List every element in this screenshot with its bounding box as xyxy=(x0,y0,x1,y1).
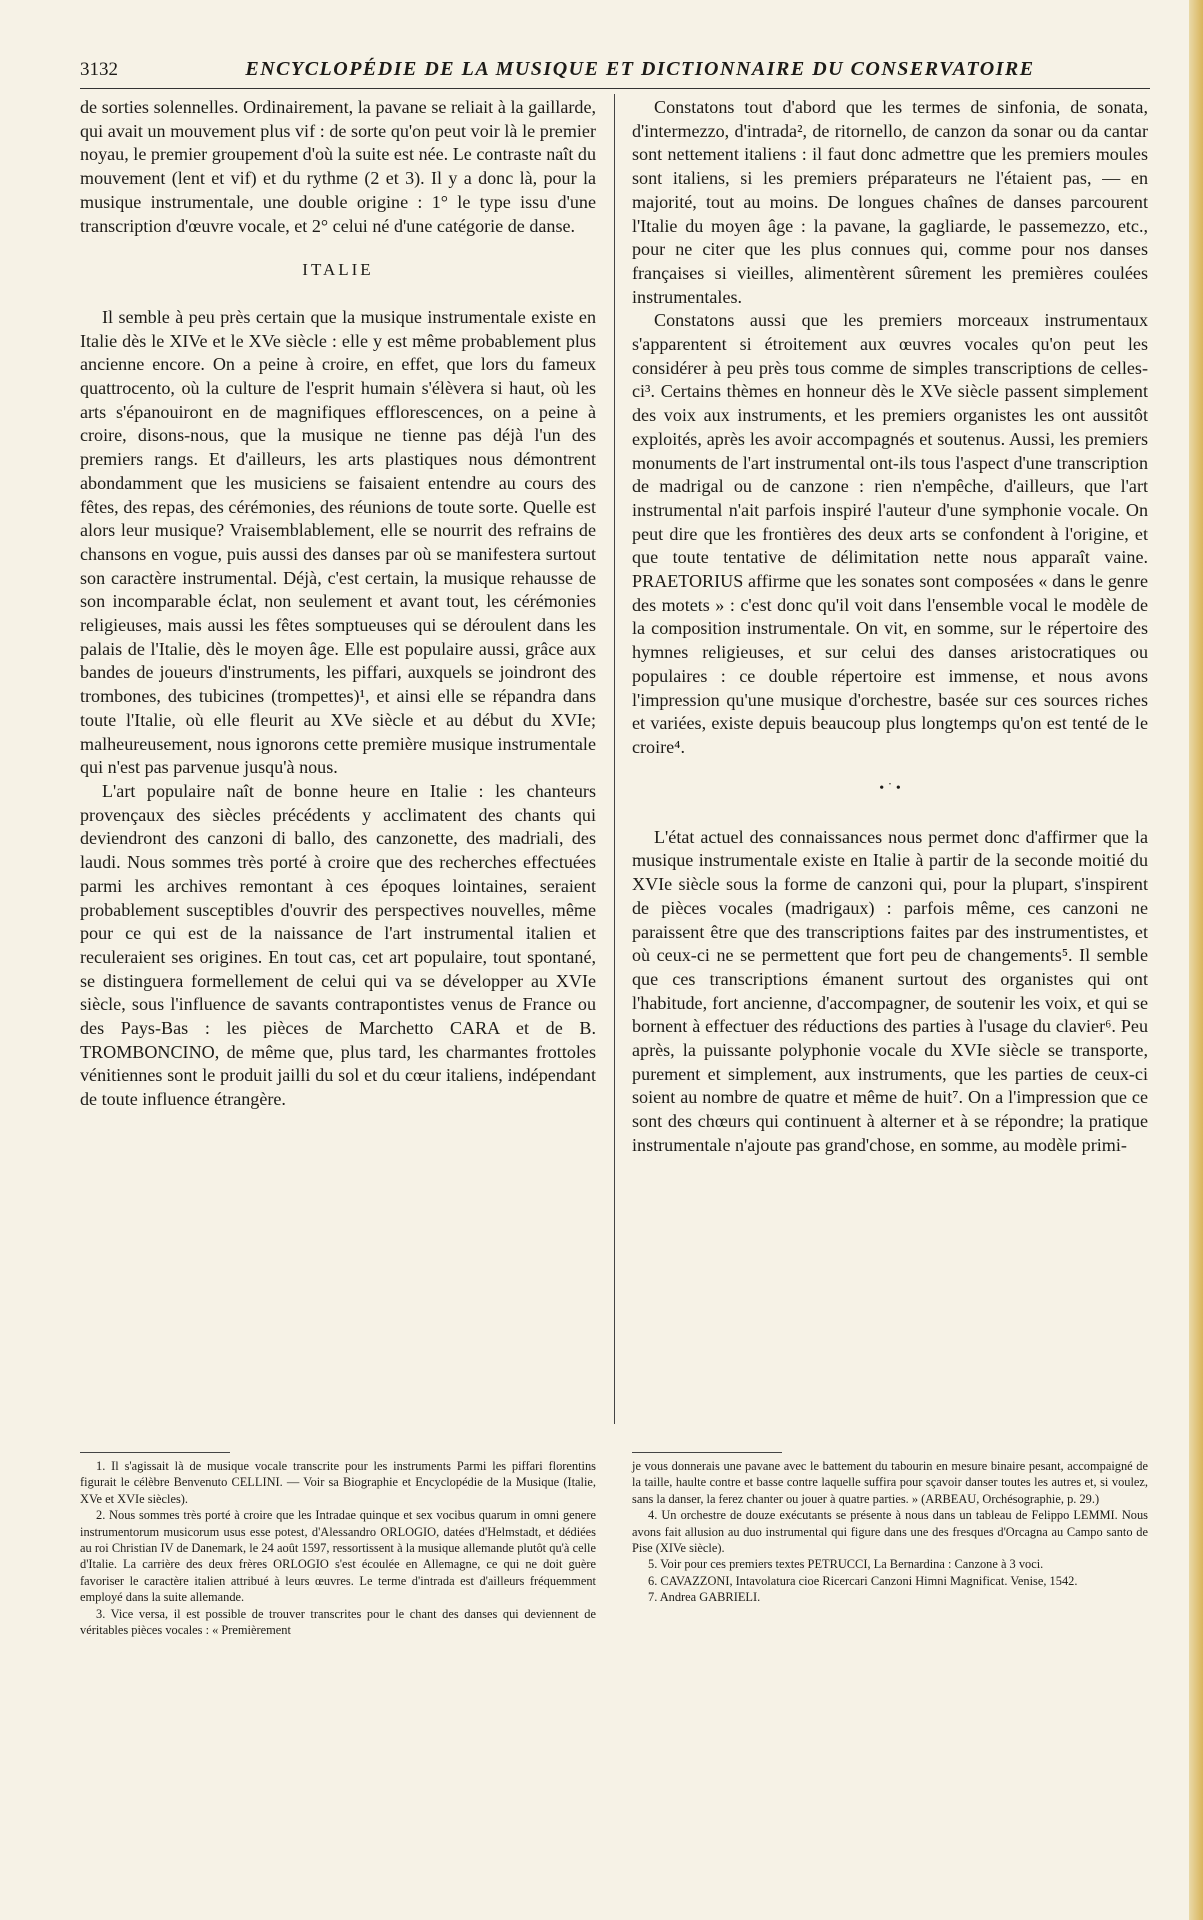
footnotes-left xyxy=(80,1458,596,1638)
left-column xyxy=(80,96,596,1112)
footnotes-right xyxy=(632,1458,1148,1606)
column-divider xyxy=(614,94,615,1424)
paragraph: L'art populaire naît de bonne heure en Italie : les chanteurs provençaux des siècles précédents y acclimatent des chants qui deviendront des canzoni di ballo, des canzonette, des madriali, des laudi. Nous sommes très porté à croire que des recherches effectuées parmi les archives remontant à ces époques lointaines, seraient probablement susceptibles d'ouvrir des perspectives nouvelles, même pour ce qui est de la naissance de l'art instrumental italien et reculeraient ses origines. En tout cas, cet art populaire, tout spontané, se distinguera formellement de celui qui va se développer au XVIe siècle, sous l'influence de savants contrapontistes venus de France ou des Pays-Bas : les pièces de Marchetto CARA et de B. TROMBONCINO, de même que, plus tard, les charmantes frottoles vénitiennes sont le produit jailli du sol et du cœur italiens, indépendant de toute influence étrangère. xyxy=(80,780,596,1110)
section-ornament: • ˙ • xyxy=(879,780,901,796)
page-number: 3132 xyxy=(80,59,118,80)
paragraph: Constatons tout d'abord que les termes de sinfonia, de sonata, d'intermezzo, d'intrada², de ritornello, de canzon da sonar ou da cantar sont nettement italiens : il faut donc admettre que les premiers moules sont italiens, si les premiers préparateurs ne l'étaient pas, — en majorité, tout au moins. De longues chaînes de danses parcourent l'Italie du moyen âge : la pavane, la gagliarde, le passemezzo, etc., pour ne citer que les plus connues qui, comme pour nos danses françaises si vieilles, alimentèrent sûrement les premières coulées instrumentales. xyxy=(632,97,1148,307)
footnote: 6. CAVAZZONI, Intavolatura cioe Ricercari Canzoni Himni Magnificat. Venise, 1542. xyxy=(648,1573,1078,1588)
footnote-rule xyxy=(632,1452,782,1453)
right-column xyxy=(632,96,1148,1158)
paragraph: Constatons aussi que les premiers morceaux instrumentaux s'apparentent si étroitement aux œuvres vocales qu'on peut les considérer à peu près tous comme de simples transcriptions de celles-ci³. Certains thèmes en honneur dès le XVe siècle passent simplement des voix aux instruments, et les premiers organistes les ont aussitôt exploités, après les avoir accompagnés et soutenus. Aussi, les premiers monuments de l'art instrumental ont-ils tous l'aspect d'une transcription de madrigal ou de canzone : rien n'empêche, d'ailleurs, que l'art instrumental n'ait parfois inspiré l'auteur d'une symphonie vocale. On peut dire que les frontières des deux arts se confondent à l'origine, et que toute tentative de délimitation nette nous apparaît vaine. PRAETORIUS affirme que les sonates sont composées « dans le genre des motets » : c'est donc qu'il voit dans l'ensemble vocal le modèle de la composition instrumentale. On vit, en somme, sur le répertoire des hymnes religieuses, et sur celui des danses aristocratiques ou populaires : ce double répertoire est immense, et nous avons l'impression qu'une musique d'orchestre, basée sur ces sources riches et variées, existe depuis beaucoup plus longtemps qu'on est tenté de le croire⁴. xyxy=(632,310,1148,757)
page-edge xyxy=(1189,0,1203,1920)
paragraph-intro: de sorties solennelles. Ordinairement, la pavane se reliait à la gaillarde, qui avait un mouvement plus vif : de sorte qu'on peut voir là le premier noyau, le premier groupement d'où la suite est née. Le contraste naît du mouvement (lent et vif) et du rythme (2 et 3). Il y a donc là, pour la musique instrumentale, une double origine : 1° le type issu d'une transcription d'œuvre vocale, et 2° celui né d'une catégorie de danse. xyxy=(80,97,596,236)
footnote: 2. Nous sommes très porté à croire que les Intradae quinque et sex vocibus quarum in omni genere instrumentorum musicorum usus esse potest, d'Alessandro ORLOGIO, datées d'Helmstadt, et dédiées au roi Christian IV de Danemark, le 24 août 1597, ressortissent à la musique allemande plutôt qu'à celle d'Italie. La carrière des deux frères ORLOGIO s'est écoulée en Allemagne, ce qui ne doit guère favoriser le caractère italien attribué à leurs œuvres. Le terme d'intrada est d'ailleurs fréquemment employé dans la suite allemande. xyxy=(80,1508,596,1605)
section-heading-italie: ITALIE xyxy=(302,260,374,280)
footnote: 5. Voir pour ces premiers textes PETRUCCI, La Bernardina : Canzone à 3 voci. xyxy=(648,1557,1044,1572)
footnote: je vous donnerais une pavane avec le battement du tabourin en mesure binaire pesant, accompaigné de la taille, haulte contre et basse contre laquelle suffira pour sçavoir danser toutes les autres et, si voulez, sans la danser, la ferez chanter ou jouer à quatre parties. » (ARBEAU, Orchésographie, p. 29.) xyxy=(632,1459,1148,1506)
paragraph: L'état actuel des connaissances nous permet donc d'affirmer que la musique instrumentale existe en Italie à partir de la seconde moitié du XVIe siècle sous la forme de canzoni qui, pour la plupart, s'inspirent de pièces vocales (madrigaux) : parfois même, ces canzoni ne paraissent être que des transcriptions faites par des instrumentistes, et où ceux-ci ne se permettent que fort peu de changements⁵. Il semble que ces transcriptions émanent surtout des organistes qui ont l'habitude, fort ancienne, d'accompagner, de soutenir les voix, et qui se bornent à effectuer des réductions des parties à l'usage du clavier⁶. Peu après, la puissante polyphonie vocale du XVIe siècle se transporte, purement et simplement, aux instruments, que les parties de ceux-ci soient au nombre de quatre et même de huit⁷. On a l'impression que ce sont des chœurs qui continuent à alterner et à se répondre; la pratique instrumentale n'ajoute pas grand'chose, en somme, au modèle primi- xyxy=(632,826,1148,1155)
running-title: ENCYCLOPÉDIE DE LA MUSIQUE ET DICTIONNAIRE DU CONSERVATOIRE xyxy=(245,58,1035,80)
footnote-rule xyxy=(80,1452,230,1453)
footnote: 1. Il s'agissait là de musique vocale transcrite pour les instruments Parmi les piffari florentins figurait le célèbre Benvenuto CELLINI. — Voir sa Biographie et Encyclopédie de la Musique (Italie, XVe et XVIe siècles). xyxy=(80,1459,596,1506)
footnote: 3. Vice versa, il est possible de trouver transcrites pour le chant des danses qui deviennent de véritables pièces vocales : « Premièrement xyxy=(80,1606,596,1638)
footnote: 4. Un orchestre de douze exécutants se présente à nous dans un tableau de Felippo LEMMI. Nous avons fait allusion au duo instrumental qui figure dans une des fresques d'Orcagna au Campo santo de Pise (XIVe siècle). xyxy=(632,1508,1148,1556)
paragraph: Il semble à peu près certain que la musique instrumentale existe en Italie dès le XIVe et le XVe siècle : elle y est même probablement plus ancienne encore. On a peine à croire, en effet, que lors du fameux quattrocento, où la culture de l'esprit humain s'élèvera si haut, où les arts s'épanouiront en de magnifiques efflorescences, on a peine à croire, disons-nous, que la musique ne tienne pas déjà l'un des premiers rangs. Et d'ailleurs, les arts plastiques nous démontrent abondamment que les musiciens se faisaient entendre au cours des fêtes, des repas, des cérémonies, des réunions de toute sorte. Quelle est alors leur musique? Vraisemblablement, elle se nourrit des refrains de chansons en vogue, puis aussi des danses par où se manifestera surtout son caractère instrumental. Déjà, c'est certain, la musique rehausse de son incomparable éclat, non seulement et avant tout, les cérémonies religieuses, mais aussi les fêtes somptueuses qui se déroulent dans les palais de l'Italie, dès le moyen âge. Elle est populaire aussi, grâce aux bandes de joueurs d'instruments, les piffari, auxquels se joindront des trombones, des tubicines (trompettes)¹, et ainsi elle se répandra dans toute l'Italie, où elle fleurit au XVe siècle et au début du XVIe; malheureusement, nous ignorons cette première musique instrumentale qui n'est pas parvenue jusqu'à nous. xyxy=(80,306,596,778)
page-header xyxy=(80,58,1150,89)
footnote: 7. Andrea GABRIELI. xyxy=(648,1590,761,1605)
